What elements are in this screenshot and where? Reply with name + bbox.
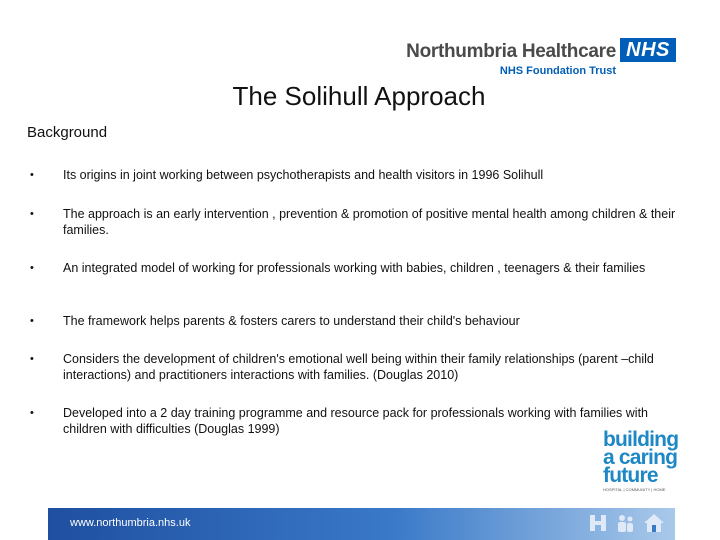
bullet-marker: • bbox=[30, 353, 34, 365]
bullet-marker: • bbox=[30, 169, 34, 181]
badge-line-2: a caring bbox=[603, 446, 678, 469]
nhs-logo-mark: NHS bbox=[620, 38, 676, 62]
footer-url[interactable]: www.northumbria.nhs.uk bbox=[70, 517, 191, 529]
badge-line-1: building bbox=[603, 428, 679, 451]
footer-bar bbox=[48, 508, 675, 540]
bullet-marker: • bbox=[30, 407, 34, 419]
bullet-text: Considers the development of children's emotional well being within their family relationships (parent –child interactions) and practitioners interactions with families. (Douglas 2010) bbox=[63, 352, 654, 382]
community-icon bbox=[615, 512, 637, 534]
bullet-text: An integrated model of working for professionals working with babies, children , teenagers & their families bbox=[63, 261, 646, 275]
hospital-icon bbox=[587, 512, 609, 534]
bullet-marker: • bbox=[30, 315, 34, 327]
badge-tagline: HOSPITAL | COMMUNITY | HOME bbox=[603, 487, 666, 492]
home-icon bbox=[643, 512, 665, 534]
bullet-marker: • bbox=[30, 208, 34, 220]
slide-title: The Solihull Approach bbox=[232, 81, 486, 111]
bullet-text: Its origins in joint working between psychotherapists and health visitors in 1996 Solihull bbox=[63, 168, 544, 182]
bullet-marker: • bbox=[30, 262, 34, 274]
footer-icons bbox=[587, 512, 665, 534]
building-a-caring-future-logo bbox=[603, 428, 683, 493]
bullet-text: The framework helps parents & fosters carers to understand their child's behaviour bbox=[63, 314, 520, 328]
logo-org-name: Northumbria Healthcare bbox=[406, 41, 616, 62]
logo-trust-name: NHS Foundation Trust bbox=[499, 65, 616, 77]
badge-line-3: future bbox=[603, 464, 658, 487]
bullet-text: The approach is an early intervention , prevention & promotion of positive mental health among children & their families. bbox=[63, 207, 676, 237]
bullet-text: Developed into a 2 day training programme and resource pack for professionals working with families with children with difficulties (Douglas 1999) bbox=[63, 406, 649, 436]
section-heading: Background bbox=[27, 124, 108, 141]
